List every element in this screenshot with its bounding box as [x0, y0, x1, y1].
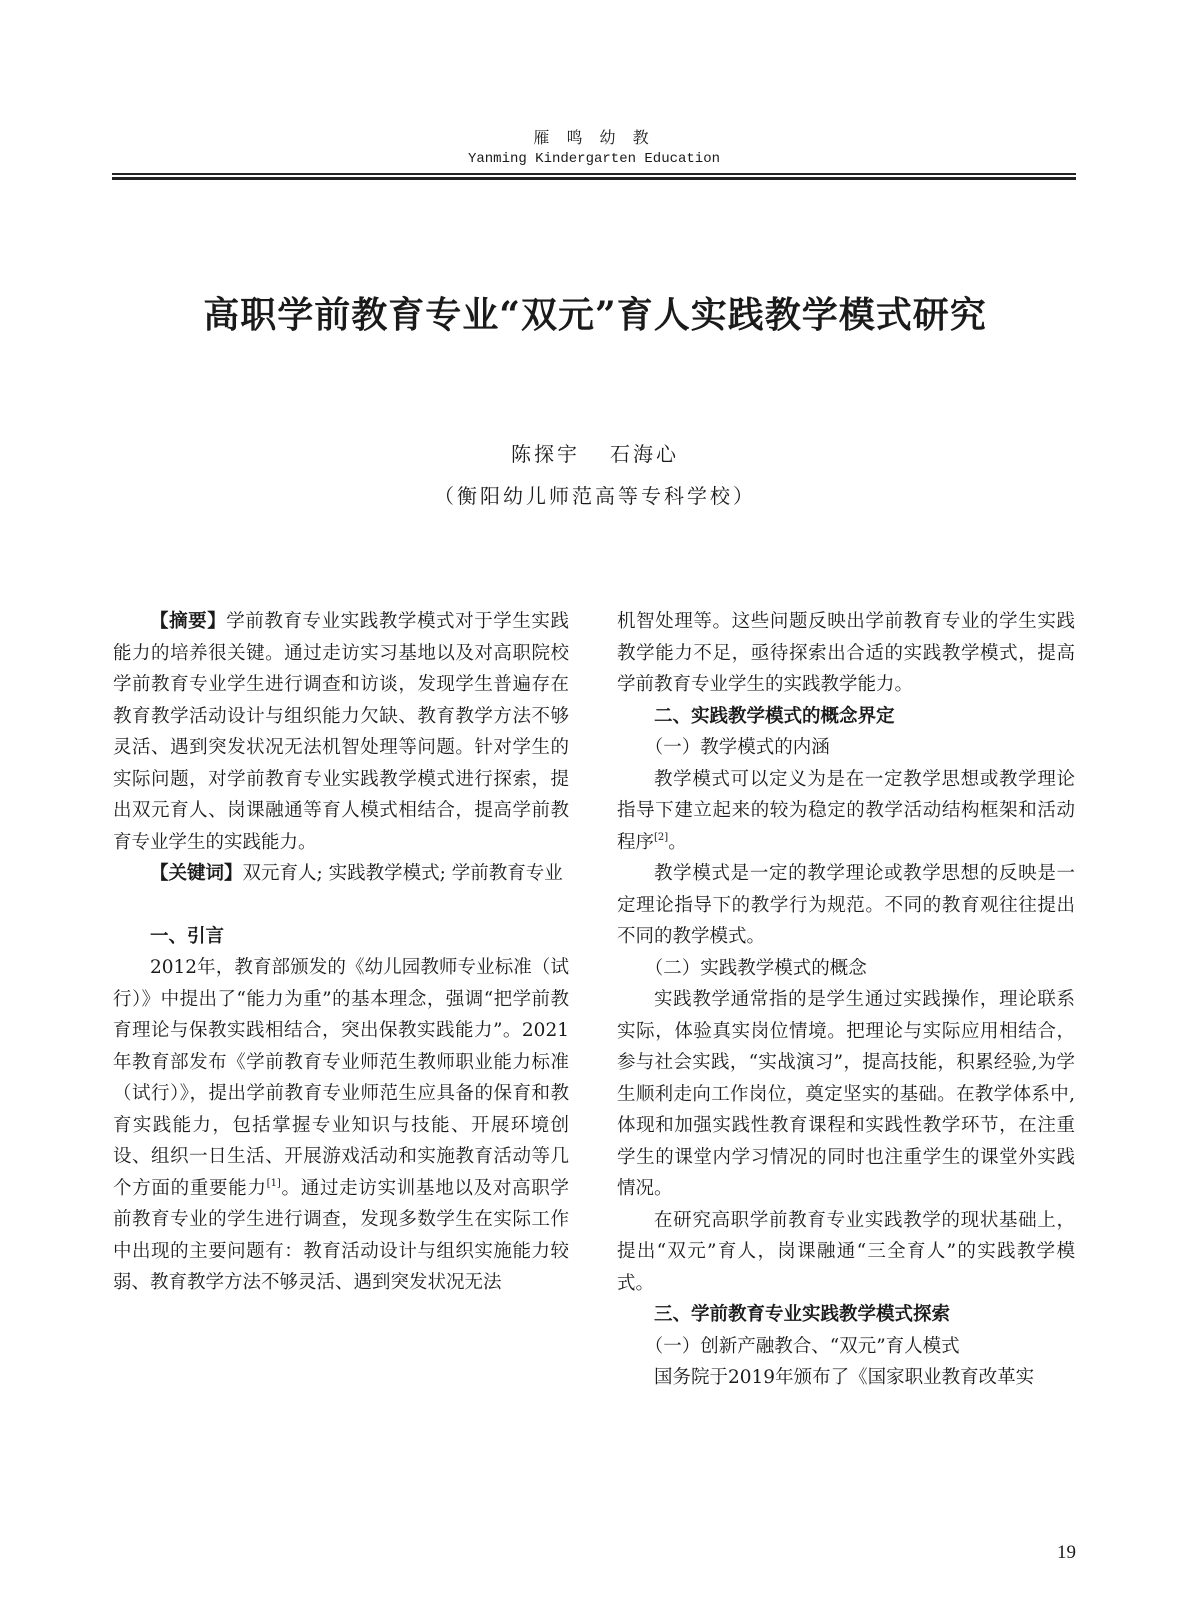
subsection-heading: （一）教学模式的内涵: [644, 737, 830, 758]
page-number: 19: [1057, 1542, 1076, 1563]
body-paragraph: 教学模式是一定的教学理论或教学思想的反映是一定理论指导下的教学行为规范。不同的教育观往往提出不同的教学模式。: [617, 863, 1075, 947]
body-paragraph-continued: 机智处理等。这些问题反映出学前教育专业的学生实践教学能力不足，亟待探索出合适的实践教学模式，提高学前教育专业学生的实践教学能力。: [617, 611, 1075, 695]
body-paragraph: 国务院于2019年颁布了《国家职业教育改革实: [654, 1367, 1035, 1388]
header-rule-thick: [112, 177, 1076, 180]
column-left: [113, 606, 569, 1299]
paragraph-text: 。: [668, 831, 687, 853]
section-heading: 二、实践教学模式的概念界定: [654, 705, 895, 727]
author-name: 石海心: [610, 442, 679, 466]
author-list: [300, 440, 890, 468]
running-head: [112, 128, 1076, 168]
abstract: [113, 606, 569, 858]
paragraph-text: 。通过走访实训基地以及对高职学前教育专业的学生进行调查，发现多数学生在实际工作中出现的主要问题有：教育活动设计与组织实施能力较弱、教育教学方法不够灵活、遇到突发状况无法: [113, 1177, 569, 1293]
author-name: 陈探宇: [511, 442, 580, 466]
abstract-label: 【摘要】: [150, 611, 227, 632]
body-paragraph: 实践教学通常指的是学生通过实践操作，理论联系实际，体验真实岗位情境。把理论与实际应用相结合，参与社会实践，“实战演习”，提高技能，积累经验,为学生顺利走向工作岗位，奠定坚实的基础。在教学体系中,体现和加强实践性教育课程和实践性教学环节，在注重学生的课堂内学习情况的同时也注重学生的课堂外实践情况。: [617, 989, 1075, 1199]
citation-ref[interactable]: [2]: [654, 831, 669, 843]
body-paragraph: [113, 952, 569, 1299]
article-title: 高职学前教育专业“双元”育人实践教学模式研究: [203, 294, 987, 336]
body-paragraph: 在研究高职学前教育专业实践教学的现状基础上，提出“双元”育人，岗课融通“三全育人”的实践教学模式。: [617, 1209, 1075, 1294]
keywords: [113, 858, 569, 890]
section-heading: 三、学前教育专业实践教学模式探索: [654, 1304, 951, 1325]
keywords-label: 【关键词】: [150, 863, 243, 884]
paragraph-text: 教学模式可以定义为是在一定教学思想或教学理论指导下建立起来的较为稳定的教学活动结构框架和活动程序: [617, 768, 1075, 853]
section-heading: 一、引言: [150, 925, 225, 947]
column-right: [617, 606, 1075, 1394]
header-rule-thin: [112, 173, 1076, 175]
journal-name-en: Yanming Kindergarten Education: [467, 151, 721, 167]
subsection-heading: （二）实践教学模式的概念: [644, 957, 867, 979]
body-paragraph: [617, 764, 1075, 859]
subsection-heading: （一）创新产融教合、“双元”育人模式: [644, 1335, 960, 1357]
abstract-text: 学前教育专业实践教学模式对于学生实践能力的培养很关键。通过走访实习基地以及对高职院校学前教育专业学生进行调查和访谈，发现学生普遍存在教育教学活动设计与组织能力欠缺、教育教学方法不够灵活、遇到突发状况无法机智处理等问题。针对学生的实际问题，对学前教育专业实践教学模式进行探索，提出双元育人、岗课融通等育人模式相结合，提高学前教育专业学生的实践能力。: [113, 611, 569, 853]
author-affiliation: （衡阳幼儿师范高等专科学校）: [434, 484, 756, 508]
keywords-text: 双元育人; 实践教学模式; 学前教育专业: [242, 863, 563, 884]
journal-name-cn: 雁 鸣 幼 教: [533, 128, 655, 147]
paragraph-text: 2012年，教育部颁发的《幼儿园教师专业标准（试行）》中提出了“能力为重”的基本理念，强调“把学前教育理论与保教实践相结合，突出保教实践能力”。2021年教育部发布《学前教育专业师范生教师职业能力标准（试行）》，提出学前教育专业师范生应具备的保育和教育实践能力，包括掌握专业知识与技能、开展环境创设、组织一日生活、开展游戏活动和实施教育活动等几个方面的重要能力: [113, 957, 569, 1199]
citation-ref[interactable]: [1]: [266, 1177, 281, 1189]
